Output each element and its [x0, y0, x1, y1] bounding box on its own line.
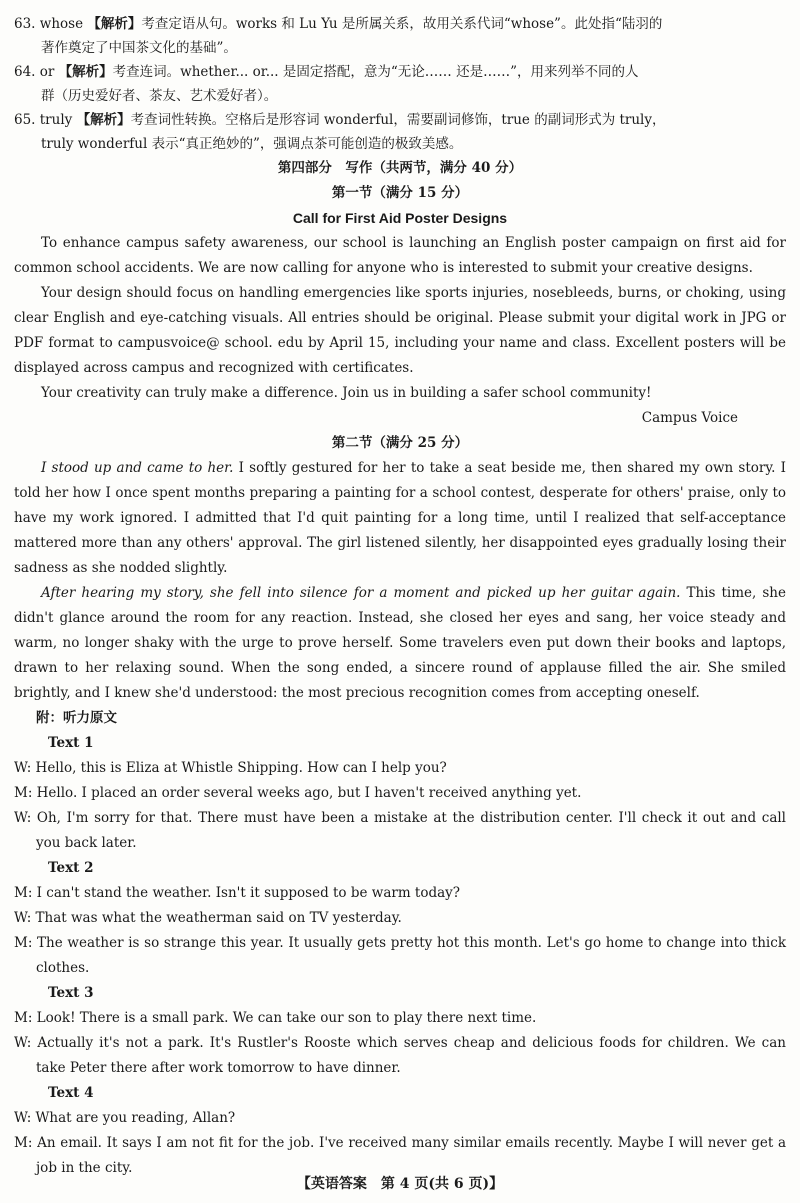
- dialogue-line: W: That was what the weatherman said on TV yesterday.: [14, 910, 402, 926]
- analysis-tag: 【解析】: [76, 112, 131, 128]
- page-footer: 【英语答案 第 4 页(共 6 页)】: [296, 1176, 504, 1192]
- analysis-continuation: truly wonderful 表示“真正绝妙的”，强调点茶可能创造的极致美感。: [41, 136, 463, 152]
- poster-paragraph: Your creativity can truly make a difference. Join us in building a safer school community!: [41, 385, 652, 401]
- analysis-tag: 【解析】: [58, 64, 113, 80]
- dialogue-line: M: Hello. I placed an order several weeks ago, but I haven't received anything yet.: [14, 785, 582, 801]
- story-body: I softly gestured for her to take a seat beside me, then shared my own story. I told her how I once spent months preparing a painting for a school contest, desperate for others' praise, only to have my work ignored. I admitted that I'd quit painting for a long time, until I realized that self-acceptance mattered more than any others' approval. The girl listened silently, her disappointed eyes gradually losing their sadness as she nodded slightly.: [14, 460, 787, 576]
- dialogue-line: W: Actually it's not a park. It's Rustler's Rooste which serves cheap and delicious foods for children. We can take Peter there after work tomorrow to have dinner.: [14, 1035, 786, 1076]
- dialogue-line: W: Oh, I'm sorry for that. There must have been a mistake at the distribution center. I'll check it out and call you back later.: [14, 810, 786, 851]
- story-paragraph-1: [14, 456, 786, 581]
- listening-text-3: [14, 981, 786, 1081]
- dialogue-line: M: Look! There is a small park. We can take our son to play there next time.: [14, 1010, 537, 1026]
- analysis-text: 考查词性转换。空格后是形容词 wonderful，需要副词修饰，true 的副词形式为 truly，: [130, 112, 666, 128]
- text-heading: Text 4: [48, 1085, 94, 1101]
- analysis-continuation: 著作奠定了中国茶文化的基础”。: [41, 40, 237, 56]
- section2-title: 第二节（满分 25 分）: [331, 435, 469, 451]
- section1-title: 第一节（满分 15 分）: [331, 185, 469, 201]
- signature: Campus Voice: [641, 410, 738, 426]
- dialogue-line: M: The weather is so strange this year. It usually gets pretty hot this month. Let's go home to change into thick clothes.: [14, 935, 786, 976]
- story-paragraph-2: [14, 581, 786, 706]
- story-lead: After hearing my story, she fell into silence for a moment and picked up her guitar again.: [41, 585, 681, 601]
- dialogue-line: M: I can't stand the weather. Isn't it supposed to be warm today?: [14, 885, 461, 901]
- listening-text-1: [14, 731, 786, 856]
- poster-title: Call for First Aid Poster Designs: [292, 210, 508, 226]
- answer-number: 65. truly: [14, 112, 73, 128]
- story-lead: I stood up and came to her.: [41, 460, 234, 476]
- text-heading: Text 3: [48, 985, 94, 1001]
- listening-title: 附：听力原文: [36, 710, 117, 726]
- analysis-tag: 【解析】: [87, 16, 142, 32]
- text-heading: Text 1: [48, 735, 94, 751]
- writing-part-title: 第四部分 写作（共两节，满分 40 分）: [277, 160, 523, 176]
- answer-63: [14, 12, 786, 60]
- poster-paragraph: Your design should focus on handling emergencies like sports injuries, nosebleeds, burns, or choking, using clear English and eye-catching visuals. All entries should be original. Please submit your digital work in JPG or PDF format to campusvoice@ school. edu by April 15, including your name and class. Excellent posters will be displayed across campus and recognized with certificates.: [14, 285, 786, 376]
- analysis-text: 考查定语从句。works 和 Lu Yu 是所属关系，故用关系代词“whose”。此处指“陆羽的: [141, 16, 663, 32]
- dialogue-line: M: An email. It says I am not fit for the job. I've received many similar emails recently. Maybe I will never get a job in the city.: [14, 1135, 786, 1176]
- answer-number: 63. whose: [14, 16, 84, 32]
- dialogue-line: W: Hello, this is Eliza at Whistle Shipping. How can I help you?: [14, 760, 447, 776]
- listening-text-4: [14, 1081, 786, 1181]
- text-heading: Text 2: [48, 860, 94, 876]
- story-body: This time, she didn't glance around the room for any reaction. Instead, she closed her eyes and sang, her voice steady and warm, no longer shaky with the urge to prove herself. Some travelers even put down their books and laptops, drawn to her relaxing sound. When the song ended, a sincere round of applause filled the air. She smiled brightly, and I knew she'd understood: the most precious recognition comes from accepting oneself.: [14, 585, 786, 701]
- listening-text-2: [14, 856, 786, 981]
- poster-paragraph: To enhance campus safety awareness, our school is launching an English poster campaign on first aid for common school accidents. We are now calling for anyone who is interested to submit your creative designs.: [14, 235, 786, 276]
- answer-64: [14, 60, 786, 108]
- analysis-continuation: 群（历史爱好者、茶友、艺术爱好者）。: [41, 88, 278, 104]
- answer-65: [14, 108, 786, 156]
- analysis-text: 考查连词。whether... or... 是固定搭配，意为“无论…… 还是……”，用来列举不同的人: [112, 64, 639, 80]
- dialogue-line: W: What are you reading, Allan?: [14, 1110, 236, 1126]
- answer-number: 64. or: [14, 64, 55, 80]
